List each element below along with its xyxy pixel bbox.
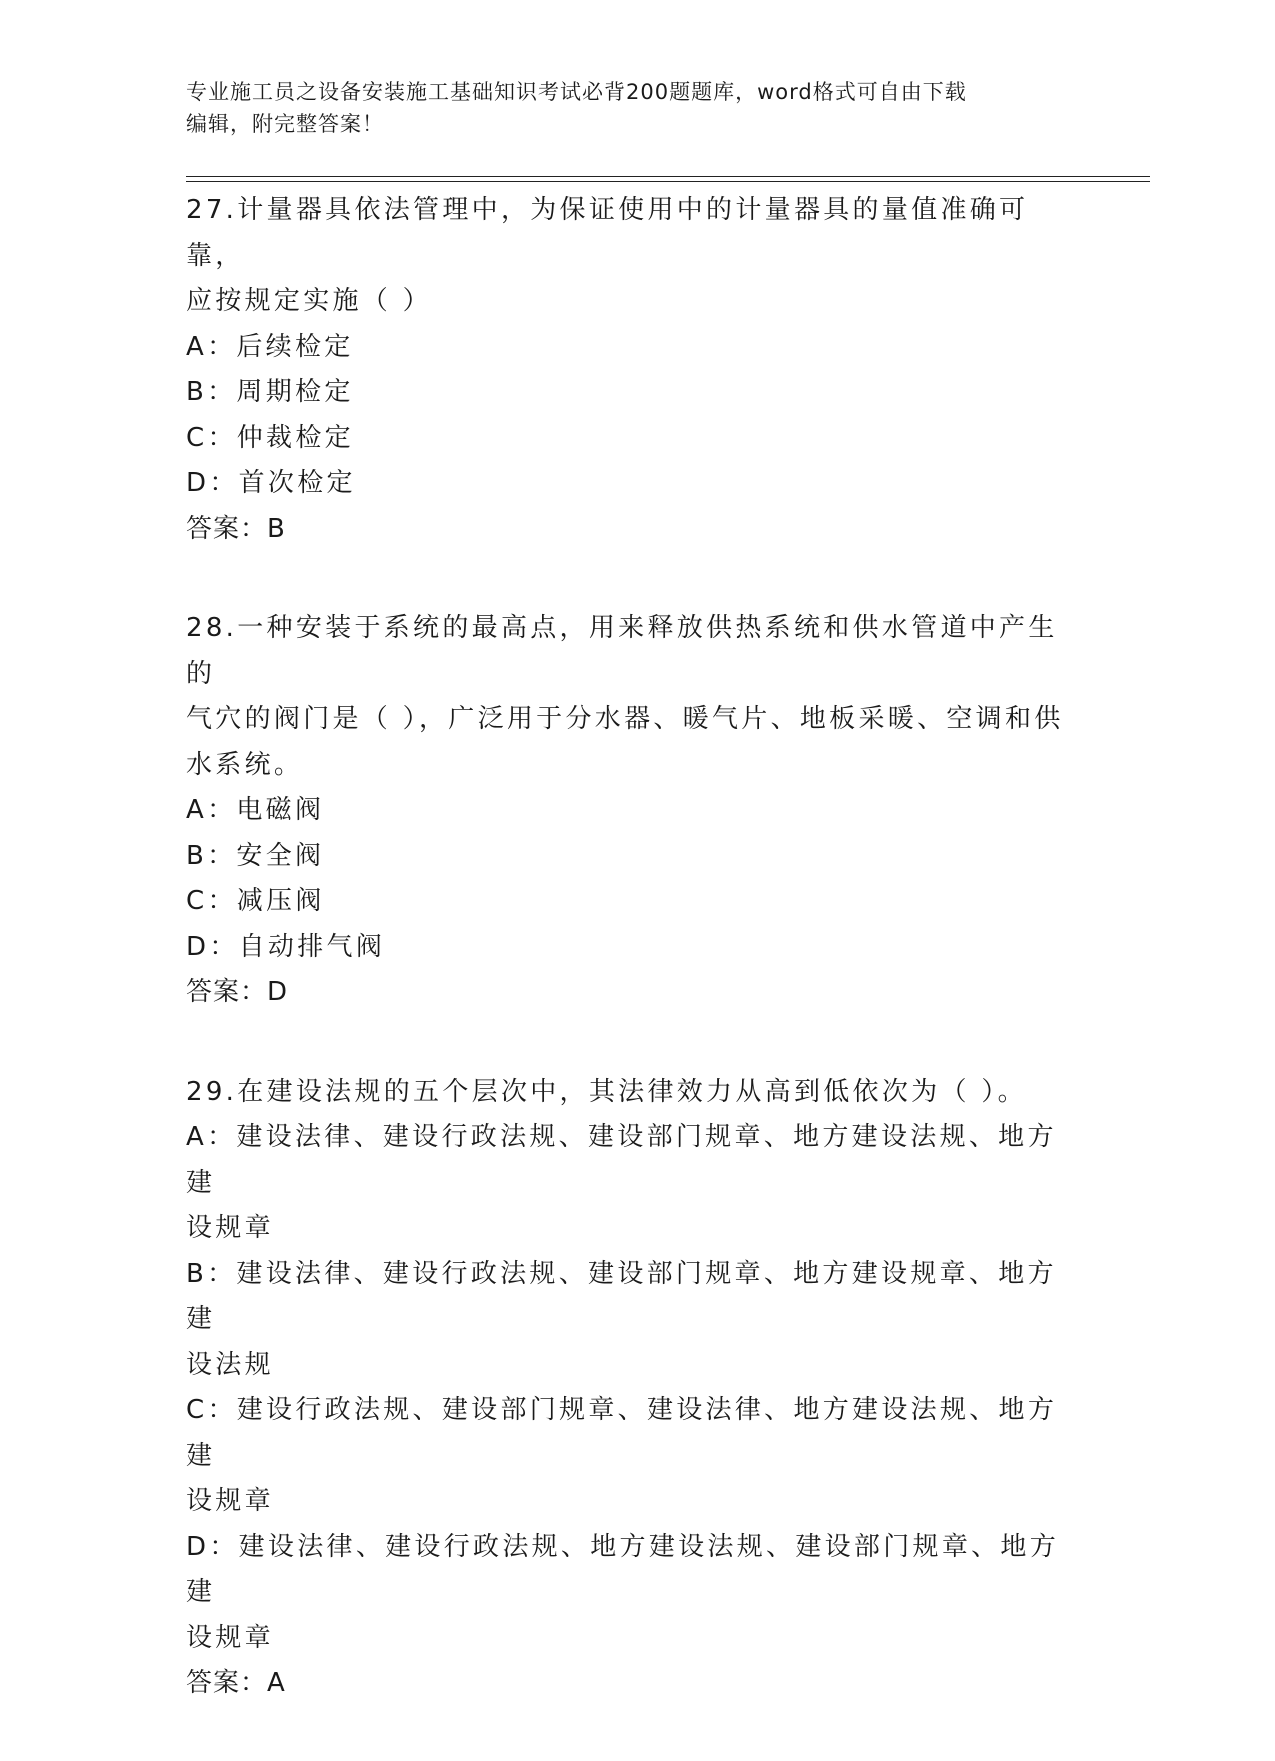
option-a: A：建设法律、建设行政法规、建设部门规章、地方建设法规、地方建 — [186, 1122, 1057, 1198]
header-line-1: 专业施工员之设备安装施工基础知识考试必背200题题库，word格式可自由下载 — [186, 80, 967, 104]
option-a: A：电磁阀 — [186, 795, 325, 825]
option-b: B：安全阀 — [186, 840, 325, 871]
question-stem-line: 气穴的阀门是（ ），广泛用于分水器、暖气片、地板采暖、空调和供 — [186, 704, 1064, 734]
option-c: C：仲裁检定 — [186, 422, 354, 453]
option-b-continued: 设法规 — [186, 1349, 274, 1380]
answer-label: 答案：B — [186, 513, 286, 544]
option-d: D：建设法律、建设行政法规、地方建设法规、建设部门规章、地方建 — [186, 1531, 1060, 1607]
question-stem-line: 29.在建设法规的五个层次中，其法律效力从高到低依次为（ ）。 — [186, 1076, 1027, 1107]
header-divider-top — [186, 176, 1150, 177]
option-c: C：建设行政法规、建设部门规章、建设法律、地方建设法规、地方建 — [186, 1395, 1058, 1471]
option-d: D：首次检定 — [186, 468, 356, 498]
header-line-2: 编辑，附完整答案！ — [186, 112, 384, 136]
question-27 — [186, 188, 1066, 552]
option-a-continued: 设规章 — [186, 1213, 274, 1243]
option-a: A：后续检定 — [186, 331, 354, 362]
question-stem-line: 28.一种安装于系统的最高点，用来释放供热系统和供水管道中产生的 — [186, 613, 1058, 689]
question-stem-line: 27.计量器具依法管理中，为保证使用中的计量器具的量值准确可靠， — [186, 195, 1029, 271]
answer-label: 答案：D — [186, 977, 289, 1007]
option-d: D：自动排气阀 — [186, 931, 386, 962]
option-b: B：周期检定 — [186, 377, 354, 407]
question-stem-line: 应按规定实施（ ） — [186, 286, 432, 316]
option-d-continued: 设规章 — [186, 1622, 274, 1653]
option-c-continued: 设规章 — [186, 1486, 274, 1516]
question-list — [186, 188, 1066, 1761]
answer-label: 答案：A — [186, 1668, 286, 1698]
question-stem-line: 水系统。 — [186, 749, 304, 780]
header-divider-bottom — [186, 181, 1150, 182]
question-29 — [186, 1070, 1066, 1707]
option-b: B：建设法律、建设行政法规、建设部门规章、地方建设规章、地方建 — [186, 1258, 1057, 1334]
option-c: C：减压阀 — [186, 886, 325, 916]
question-28 — [186, 606, 1066, 1016]
document-header — [186, 76, 1066, 140]
